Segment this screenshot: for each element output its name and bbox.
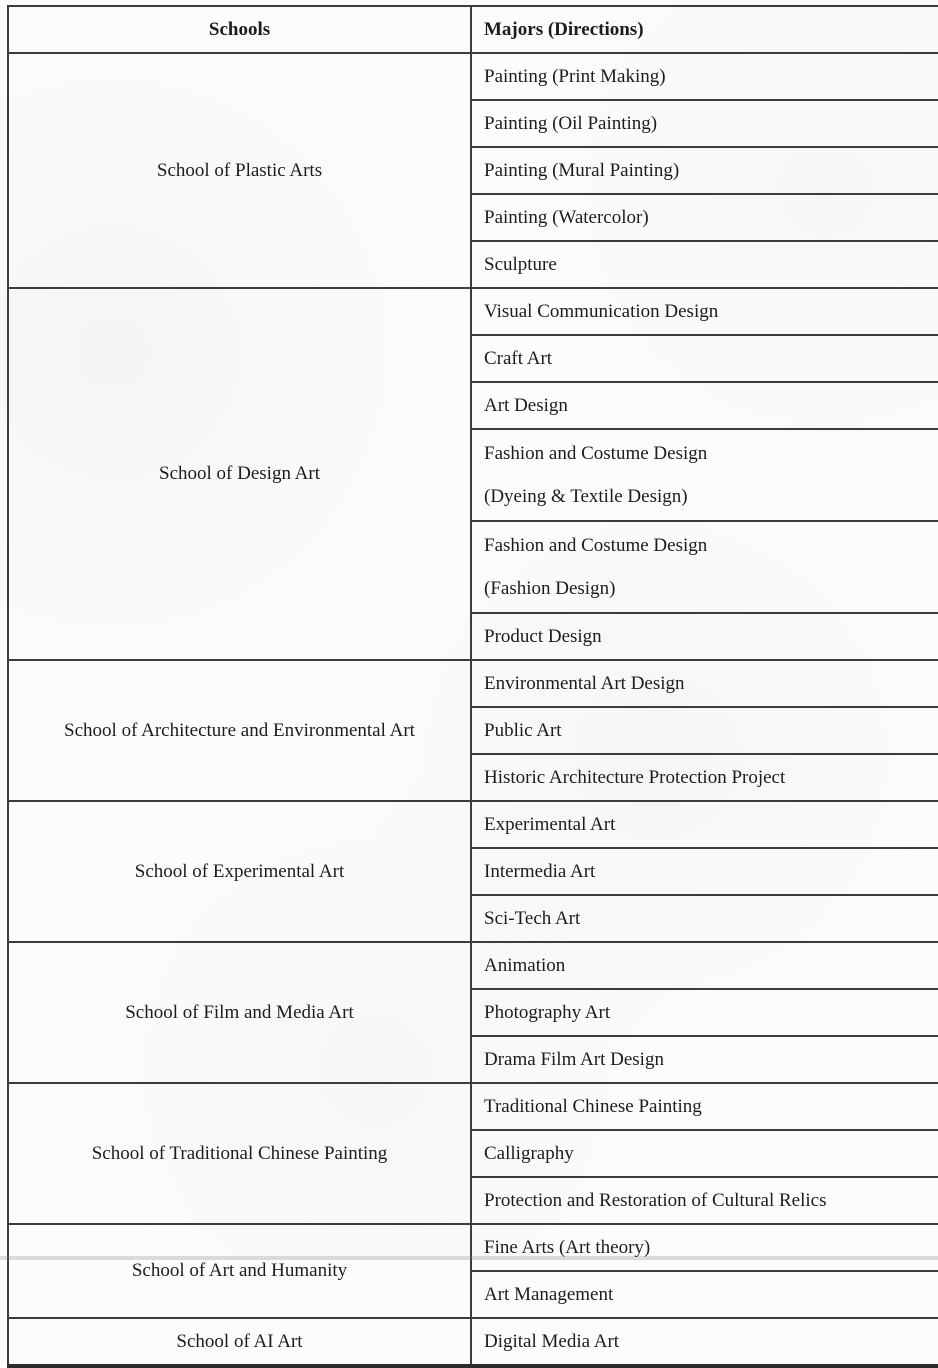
school-cell: School of Design Art xyxy=(8,288,471,660)
major-cell: Product Design xyxy=(471,613,938,660)
table-row xyxy=(8,1318,938,1366)
table-row xyxy=(8,288,938,335)
header-schools: Schools xyxy=(8,6,471,53)
major-cell: Painting (Mural Painting) xyxy=(471,147,938,194)
school-cell: School of Art and Humanity xyxy=(8,1224,471,1318)
table-row xyxy=(8,801,938,848)
major-cell: Sci-Tech Art xyxy=(471,895,938,942)
major-cell: Drama Film Art Design xyxy=(471,1036,938,1083)
major-cell: Public Art xyxy=(471,707,938,754)
major-cell-lines xyxy=(484,524,937,610)
table-row xyxy=(8,660,938,707)
table-row xyxy=(8,1224,938,1271)
table-body xyxy=(8,53,938,1366)
major-cell: Photography Art xyxy=(471,989,938,1036)
major-cell: Art Management xyxy=(471,1271,938,1318)
school-cell: School of Architecture and Environmental Art xyxy=(8,660,471,801)
major-cell: Animation xyxy=(471,942,938,989)
school-cell: School of Traditional Chinese Painting xyxy=(8,1083,471,1224)
major-cell: Painting (Oil Painting) xyxy=(471,100,938,147)
school-cell: School of AI Art xyxy=(8,1318,471,1366)
school-cell: School of Experimental Art xyxy=(8,801,471,942)
major-cell: Calligraphy xyxy=(471,1130,938,1177)
major-line: (Dyeing & Textile Design) xyxy=(484,485,688,507)
schools-majors-table xyxy=(7,5,938,1368)
major-cell: Painting (Print Making) xyxy=(471,53,938,100)
major-cell: Protection and Restoration of Cultural Relics xyxy=(471,1177,938,1224)
major-cell: Historic Architecture Protection Project xyxy=(471,754,938,801)
major-cell: Painting (Watercolor) xyxy=(471,194,938,241)
major-line: Fashion and Costume Design xyxy=(484,442,708,464)
major-cell: Visual Communication Design xyxy=(471,288,938,335)
school-cell: School of Film and Media Art xyxy=(8,942,471,1083)
major-cell: Environmental Art Design xyxy=(471,660,938,707)
major-line: Fashion and Costume Design xyxy=(484,534,708,556)
major-cell: Digital Media Art xyxy=(471,1318,938,1366)
table-row xyxy=(8,942,938,989)
school-cell: School of Plastic Arts xyxy=(8,53,471,288)
major-cell: Traditional Chinese Painting xyxy=(471,1083,938,1130)
major-cell: Fine Arts (Art theory) xyxy=(471,1224,938,1271)
major-cell: Sculpture xyxy=(471,241,938,288)
major-cell xyxy=(471,521,938,613)
header-majors: Majors (Directions) xyxy=(471,6,938,53)
major-cell: Craft Art xyxy=(471,335,938,382)
table-row xyxy=(8,1083,938,1130)
header-row xyxy=(8,6,938,53)
major-cell: Intermedia Art xyxy=(471,848,938,895)
table-row xyxy=(8,53,938,100)
major-cell xyxy=(471,429,938,521)
major-cell-lines xyxy=(484,432,937,518)
major-cell: Experimental Art xyxy=(471,801,938,848)
major-line: (Fashion Design) xyxy=(484,577,616,599)
major-cell: Art Design xyxy=(471,382,938,429)
